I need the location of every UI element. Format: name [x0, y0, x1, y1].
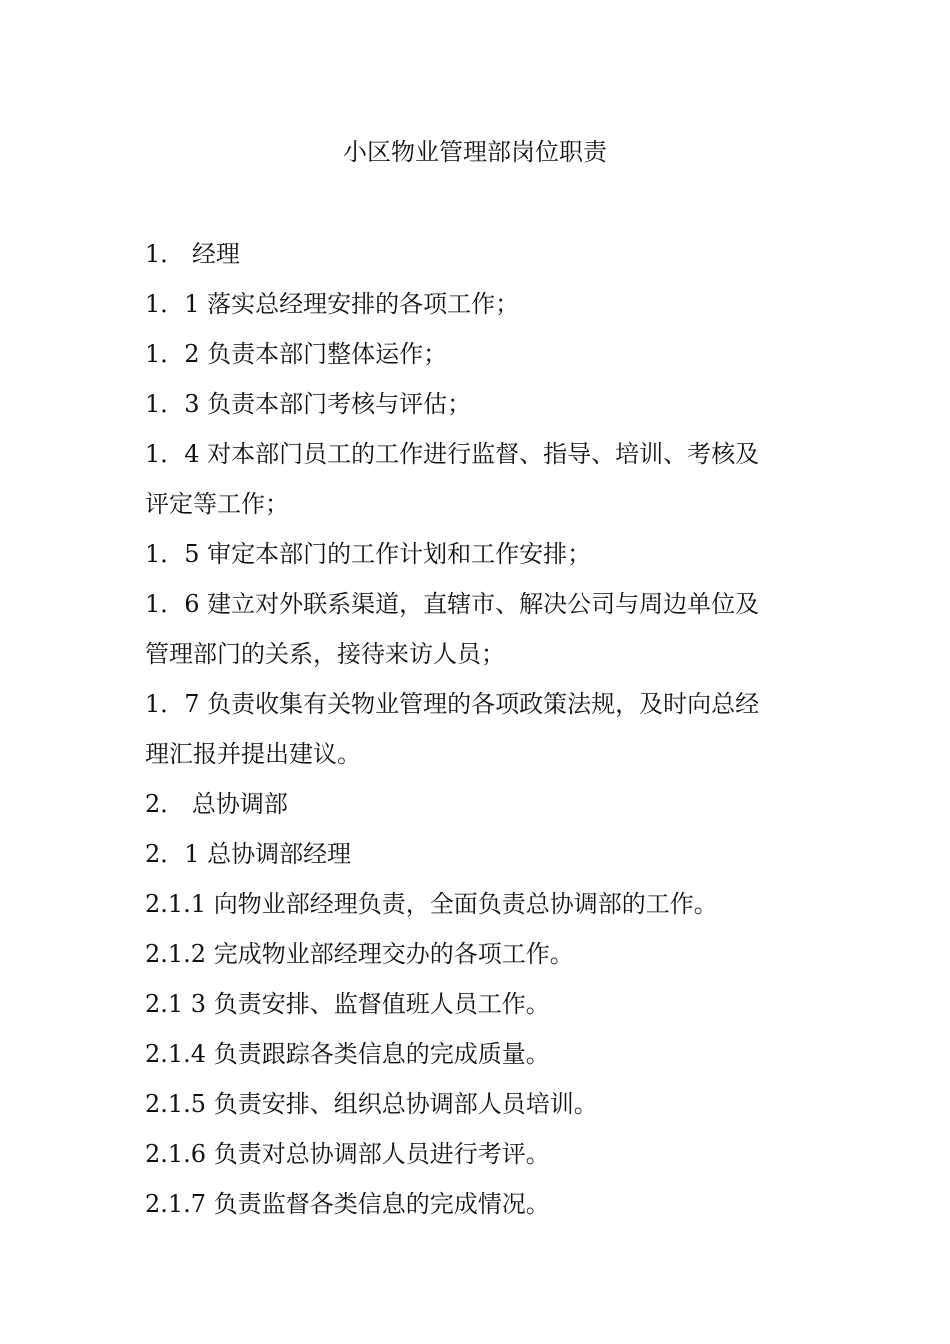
duty-item-2-1-5: 2.1.5 负责安排、组织总协调部人员培训。: [145, 1090, 598, 1118]
duty-item-1-3: 1．3 负责本部门考核与评估；: [145, 390, 472, 418]
duty-item-2-1-3: 2.1 3 负责安排、监督值班人员工作。: [145, 990, 550, 1018]
duty-item-1-1: 1．1 落实总经理安排的各项工作；: [145, 290, 520, 318]
duty-item-1-7: 1．7 负责收集有关物业管理的各项政策法规，及时向总经: [145, 690, 760, 718]
duty-item-2-1-7: 2.1.7 负责监督各类信息的完成情况。: [145, 1190, 550, 1218]
duty-item-1-2: 1．2 负责本部门整体运作；: [145, 340, 448, 368]
duty-item-2-1-2: 2.1.2 完成物业部经理交办的各项工作。: [145, 940, 574, 968]
page-title: 小区物业管理部岗位职责: [343, 138, 607, 166]
subsection-heading-2-1: 2．1 总协调部经理: [145, 840, 352, 868]
duty-item-1-5: 1．5 审定本部门的工作计划和工作安排；: [145, 540, 592, 568]
duty-item-1-6: 1．6 建立对外联系渠道，直辖市、解决公司与周边单位及: [145, 590, 760, 618]
duty-item-2-1-6: 2.1.6 负责对总协调部人员进行考评。: [145, 1140, 550, 1168]
document-body: [145, 229, 810, 1229]
duty-item-1-7-continued: 理汇报并提出建议。: [145, 740, 361, 768]
duty-item-2-1-4: 2.1.4 负责跟踪各类信息的完成质量。: [145, 1040, 550, 1068]
duty-item-1-6-continued: 管理部门的关系，接待来访人员；: [145, 640, 505, 668]
duty-item-2-1-1: 2.1.1 向物业部经理负责，全面负责总协调部的工作。: [145, 890, 718, 918]
duty-item-1-4: 1．4 对本部门员工的工作进行监督、指导、培训、考核及: [145, 440, 760, 468]
duty-item-1-4-continued: 评定等工作；: [145, 490, 289, 518]
section-heading-manager: 1． 经理: [145, 240, 240, 268]
section-heading-coordination: 2． 总协调部: [145, 790, 288, 818]
